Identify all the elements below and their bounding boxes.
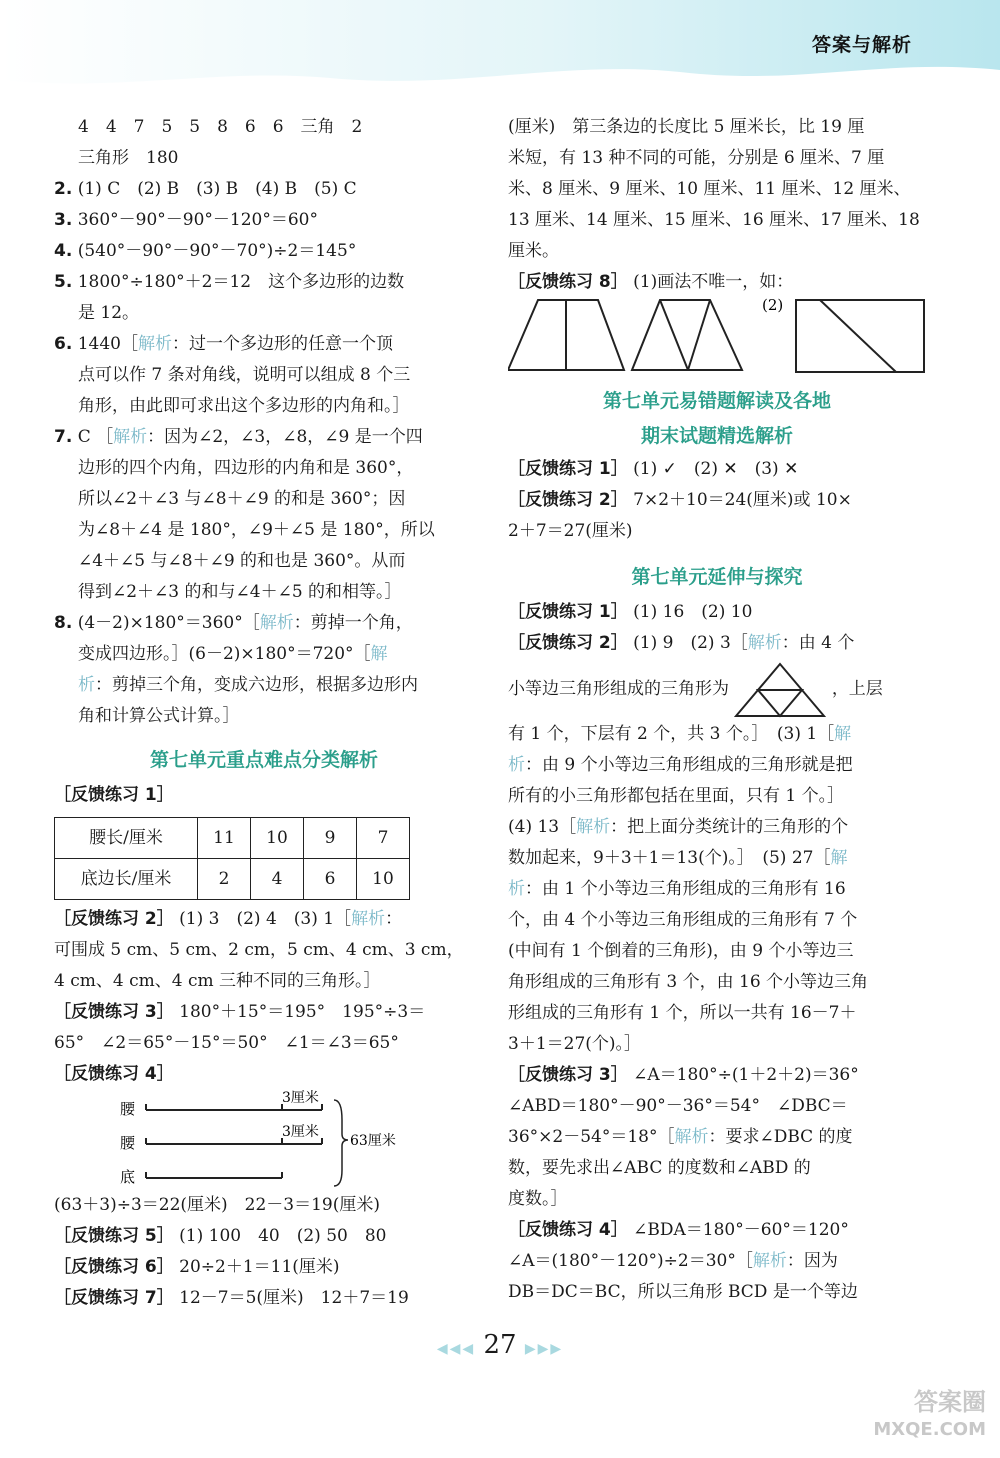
text-line: 米短，有 13 种不同的可能，分别是 6 厘米、7 厘: [508, 148, 885, 168]
table-cell: 9: [304, 818, 357, 859]
analysis-tag: 解析: [747, 633, 782, 653]
answer-line: 4 4 7 5 5 8 6 6 三角 2: [78, 117, 363, 137]
extend-feedback-2-cont: 3＋1＝27(个)。］: [508, 1034, 642, 1054]
extend-feedback-2-cont: 析：由 9 个小等边三角形组成的三角形就是把: [508, 755, 853, 775]
leg-label-1: 腰: [120, 1100, 136, 1118]
text-line: (厘米) 第三条边的长度比 5 厘米长，比 19 厘: [508, 117, 865, 137]
table-cell: 2: [198, 859, 251, 900]
cut-line: [688, 300, 710, 370]
error-feedback-2: ［反馈练习 2］ 7×2＋10＝24(厘米)或 10×: [508, 490, 852, 510]
extend-feedback-2-cont: 个，由 4 个小等边三角形组成的三角形有 7 个: [508, 910, 858, 930]
question-3: 3. 360°－90°－90°－120°＝60°: [54, 210, 318, 230]
analysis-tag: 析: [508, 755, 525, 775]
question-5-cont: 是 12。: [78, 303, 140, 323]
page-footer: [0, 1330, 1000, 1360]
table-cell: 11: [198, 818, 251, 859]
brace: [334, 1100, 348, 1186]
question-8-cont: 变成四边形。］(6－2)×180°＝720°［解: [78, 644, 388, 664]
left-arrows-icon: ◀◀◀: [436, 1341, 476, 1357]
cut-line: [820, 300, 896, 372]
feedback-7: ［反馈练习 7］ 12－7＝5(厘米) 12＋7＝19: [54, 1288, 409, 1308]
question-7-cont: ∠4＋∠5 与∠8＋∠9 的和也是 360°。从而: [78, 551, 406, 571]
question-5: 5. 1800°÷180°＋2＝12 这个多边形的边数: [54, 272, 405, 292]
extend-feedback-2-cont: 形组成的三角形有 1 个，所以一共有 16－7＋: [508, 1003, 857, 1023]
extend-feedback-2-cont: (4) 13［解析：把上面分类统计的三角形的个: [508, 817, 849, 837]
extend-feedback-4-cont: ∠A＝(180°－120°)÷2＝30°［解析：因为: [508, 1251, 838, 1271]
analysis-tag: 析: [508, 879, 525, 899]
feedback-3: ［反馈练习 3］ 180°＋15°＝195° 195°÷3＝: [54, 1002, 426, 1022]
cut-line: [660, 300, 688, 370]
leg-label-2: 腰: [120, 1134, 136, 1152]
section-heading: 第七单元延伸与探究: [631, 566, 803, 588]
question-8-cont: 角和计算公式计算。］: [78, 706, 240, 726]
feedback-3-cont: 65° ∠2＝65°－15°＝50° ∠1＝∠3＝65°: [54, 1033, 399, 1053]
extend-feedback-3-cont: ∠ABD＝180°－90°－36°＝54° ∠DBC＝: [508, 1096, 848, 1116]
error-feedback-1: ［反馈练习 1］ (1) ✓ (2) ✕ (3) ✕: [508, 459, 799, 479]
header-title: 答案与解析: [811, 34, 912, 56]
analysis-tag: 解析: [351, 909, 386, 929]
table-cell: 6: [304, 859, 357, 900]
section-heading: 第七单元重点难点分类解析: [149, 749, 378, 771]
analysis-tag: 析: [78, 675, 95, 695]
total-label: 63厘米: [350, 1133, 396, 1149]
analysis-tag: 解析: [137, 334, 172, 354]
question-8-cont: 析：剪掉三个角，变成六边形，根据多边形内: [78, 675, 418, 695]
extend-feedback-2: ［反馈练习 2］ (1) 9 (2) 3［解析：由 4 个: [508, 633, 855, 653]
analysis-tag: 解: [830, 848, 848, 868]
table-row-head: 腰长/厘米: [55, 818, 198, 859]
table-cell: 10: [251, 818, 304, 859]
analysis-tag: 解析: [113, 427, 148, 447]
segment-diagram: [54, 1090, 474, 1190]
extend-feedback-2-cont: 所有的小三角形都包括在里面，只有 1 个。］: [508, 786, 845, 806]
feedback-2: ［反馈练习 2］ (1) 3 (2) 4 (3) 1［解析：: [54, 909, 403, 929]
page-number: 27: [483, 1330, 517, 1360]
feedback-8: ［反馈练习 8］ (1)画法不唯一，如：: [508, 272, 794, 292]
leg-base-table: [54, 817, 410, 900]
section-heading: 第七单元易错题解读及各地: [602, 390, 831, 412]
feedback-4-label: ［反馈练习 4］: [54, 1064, 174, 1084]
triangle-line: 小等边三角形组成的三角形为 ，上层: [508, 659, 926, 719]
question-7-cont: 为∠8＋∠4 是 180°，∠9＋∠5 是 180°，所以: [78, 520, 435, 540]
page-header: [0, 0, 1000, 92]
right-arrows-icon: ▶▶▶: [524, 1341, 564, 1357]
extend-feedback-2-cont: 角形组成的三角形有 3 个，由 16 个小等边三角: [508, 972, 869, 992]
error-feedback-2-cont: 2＋7＝27(厘米): [508, 521, 633, 541]
extend-feedback-2-cont: 有 1 个，下层有 2 个，共 3 个。］ (3) 1［解: [508, 724, 852, 744]
extend-feedback-3-cont: 度数。］: [508, 1189, 568, 1209]
feedback-2-cont: 可围成 5 cm、5 cm、2 cm，5 cm、4 cm、3 cm，: [54, 940, 464, 960]
base-label: 底: [120, 1168, 136, 1186]
triangle-figure: [734, 662, 826, 718]
watermark: 答案圈 MXQE.COM: [873, 1388, 986, 1440]
table-row: [55, 818, 410, 859]
extend-feedback-1: ［反馈练习 1］ (1) 16 (2) 10: [508, 602, 753, 622]
extend-feedback-3: ［反馈练习 3］ ∠A＝180°÷(1＋2＋2)＝36°: [508, 1065, 859, 1085]
question-8: 8. (4－2)×180°＝360°［解析：剪掉一个角，: [54, 613, 413, 633]
left-column: [54, 112, 474, 1314]
table-cell: 7: [357, 818, 410, 859]
feedback-1-label: ［反馈练习 1］: [54, 785, 174, 805]
feedback-4-calc: (63＋3)÷3＝22(厘米) 22－3＝19(厘米): [54, 1195, 381, 1215]
trapezoid-2: [632, 300, 742, 370]
question-7-cont: 边形的四个内角，四边形的内角和是 360°，: [78, 458, 414, 478]
feedback-2-cont: 4 cm、4 cm、4 cm 三种不同的三角形。］: [54, 971, 381, 991]
analysis-tag: 解: [370, 644, 388, 664]
question-7-cont: 所以∠2＋∠3 与∠8＋∠9 的和是 360°；因: [78, 489, 406, 509]
text-line: 厘米。: [508, 241, 559, 261]
table-cell: 4: [251, 859, 304, 900]
text-line: 13 厘米、14 厘米、15 厘米、16 厘米、17 厘米、18: [508, 210, 920, 230]
part-2-label: (2): [762, 298, 784, 314]
section-heading: 期末试题精选解析: [640, 425, 793, 447]
extend-feedback-2-cont: (中间有 1 个倒着的三角形)，由 9 个小等边三: [508, 941, 854, 961]
question-7: 7. C ［解析：因为∠2，∠3，∠8，∠9 是一个四: [54, 427, 423, 447]
inner-triangle: [758, 690, 802, 716]
analysis-tag: 解析: [259, 613, 294, 633]
table-cell: 10: [357, 859, 410, 900]
feedback-6: ［反馈练习 6］ 20÷2＋1＝11(厘米): [54, 1257, 340, 1277]
extend-feedback-4-cont: DB＝DC＝BC，所以三角形 BCD 是一个等边: [508, 1282, 858, 1302]
right-column: [508, 112, 926, 1308]
answer-line: 三角形 180: [78, 148, 179, 168]
analysis-tag: 解析: [674, 1127, 709, 1147]
analysis-tag: 解析: [752, 1251, 787, 1271]
extend-feedback-2-cont: 数加起来，9＋3＋1＝13(个)。］ (5) 27［解: [508, 848, 848, 868]
analysis-tag: 解: [834, 724, 852, 744]
extra-label-2: 3厘米: [282, 1124, 319, 1140]
extend-feedback-2-cont: 析：由 1 个小等边三角形组成的三角形有 16: [508, 879, 846, 899]
question-4: 4. (540°－90°－90°－70°)÷2＝145°: [54, 241, 357, 261]
feedback-5: ［反馈练习 5］ (1) 100 40 (2) 50 80: [54, 1226, 387, 1246]
trapezoid-drawings: [508, 298, 926, 382]
extend-feedback-4: ［反馈练习 4］ ∠BDA＝180°－60°＝120°: [508, 1220, 849, 1240]
table-row: [55, 859, 410, 900]
extra-label-1: 3厘米: [282, 1090, 319, 1106]
question-2: 2. (1) C (2) B (3) B (4) B (5) C: [54, 179, 357, 199]
rectangle: [796, 300, 924, 372]
question-6-cont: 角形，由此即可求出这个多边形的内角和。］: [78, 396, 410, 416]
extend-feedback-3-cont: 36°×2－54°＝18°［解析：要求∠DBC 的度: [508, 1127, 853, 1147]
question-6: 6. 1440［解析：过一个多边形的任意一个顶: [54, 334, 393, 354]
text-line: 米、8 厘米、9 厘米、10 厘米、11 厘米、12 厘米、: [508, 179, 911, 199]
question-7-cont: 得到∠2＋∠3 的和与∠4＋∠5 的和相等。］: [78, 582, 402, 602]
extend-feedback-3-cont: 数，要先求出∠ABC 的度数和∠ABD 的: [508, 1158, 811, 1178]
question-6-cont: 点可以作 7 条对角线，说明可以组成 8 个三: [78, 365, 411, 385]
analysis-tag: 解析: [576, 817, 611, 837]
table-row-head: 底边长/厘米: [55, 859, 198, 900]
